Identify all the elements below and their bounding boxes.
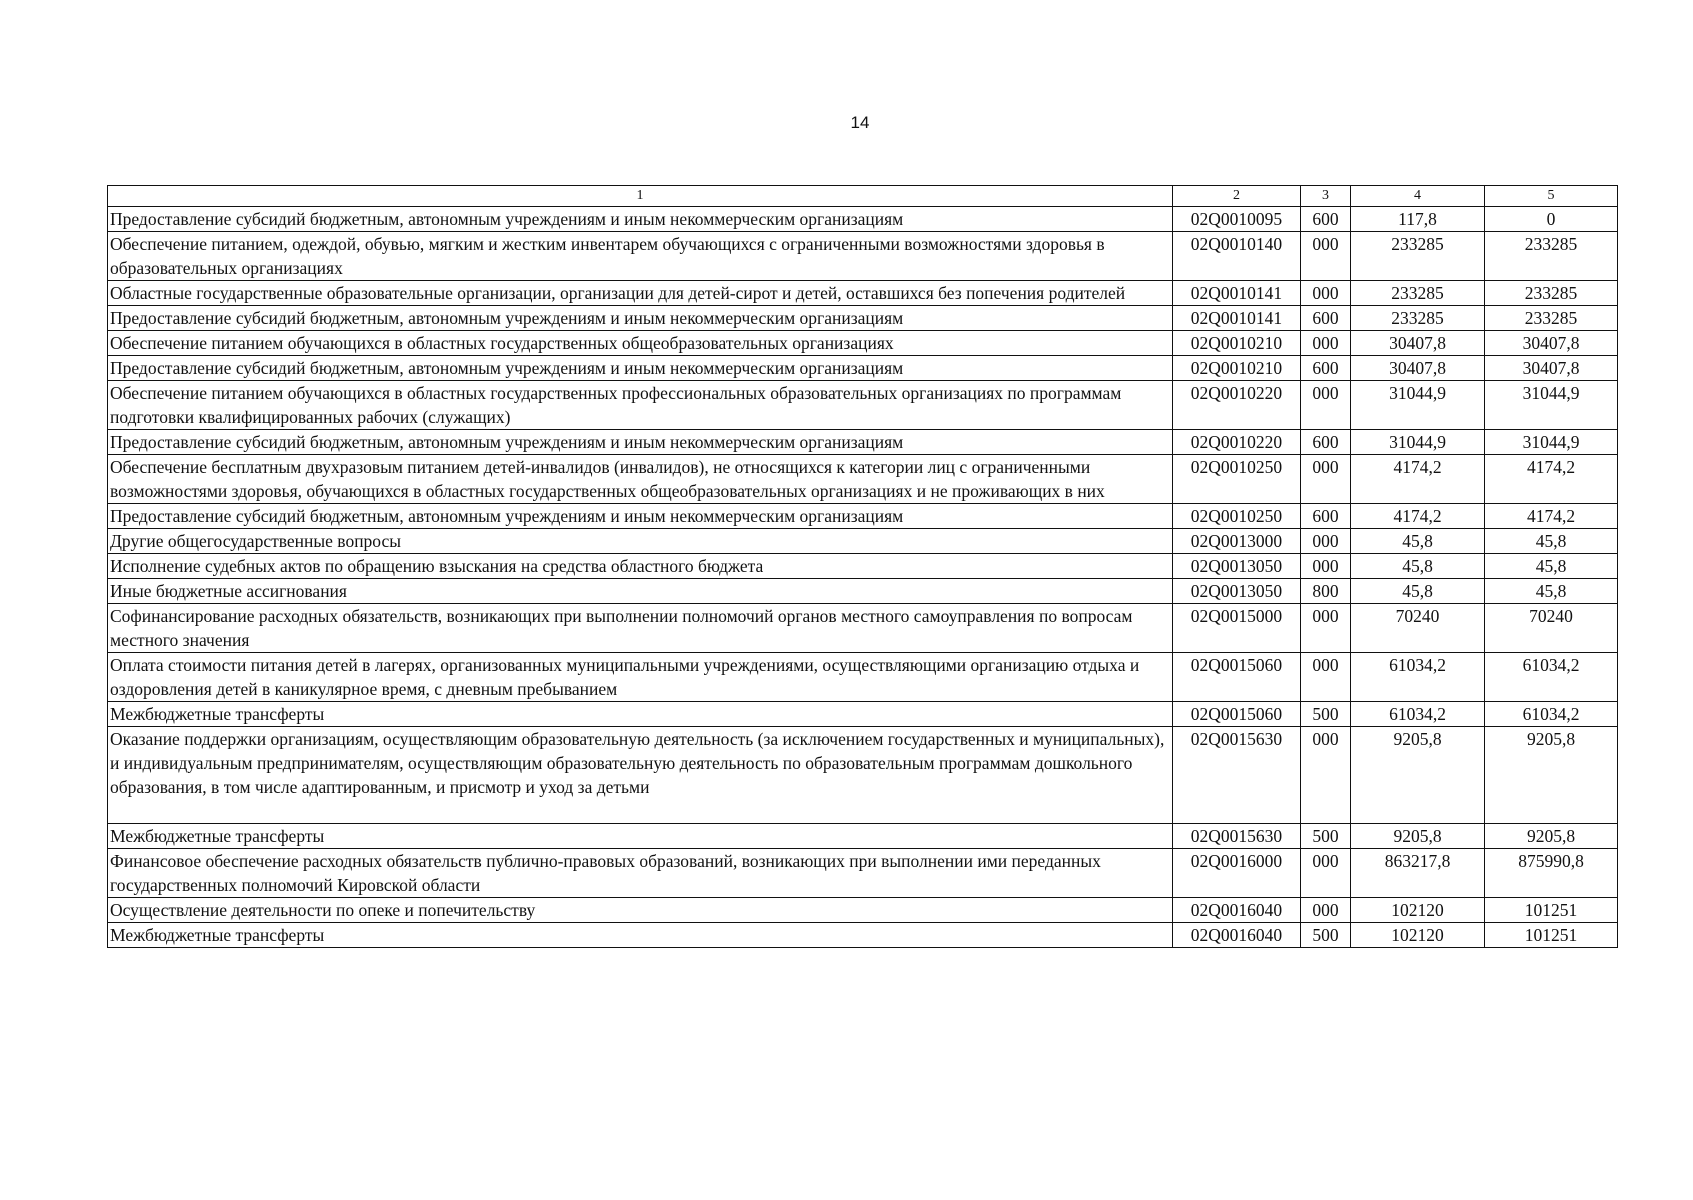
cell-code: 02Q0010141 bbox=[1173, 281, 1301, 306]
cell-name: Областные государственные образовательные организации, организации для детей-сирот и детей, оставшихся без попечения родителей bbox=[108, 281, 1173, 306]
cell-amount-col4: 117,8 bbox=[1351, 207, 1485, 232]
cell-amount-col5: 233285 bbox=[1485, 281, 1618, 306]
table-row bbox=[108, 455, 1618, 504]
cell-amount-col4: 30407,8 bbox=[1351, 356, 1485, 381]
cell-name: Исполнение судебных актов по обращению взыскания на средства областного бюджета bbox=[108, 554, 1173, 579]
cell-code: 02Q0010220 bbox=[1173, 430, 1301, 455]
cell-amount-col4: 9205,8 bbox=[1351, 727, 1485, 824]
cell-expense-type: 600 bbox=[1301, 356, 1351, 381]
cell-amount-col5: 0 bbox=[1485, 207, 1618, 232]
cell-code: 02Q0015630 bbox=[1173, 824, 1301, 849]
cell-name: Осуществление деятельности по опеке и попечительству bbox=[108, 898, 1173, 923]
table-row bbox=[108, 923, 1618, 948]
cell-amount-col5: 45,8 bbox=[1485, 579, 1618, 604]
table-row bbox=[108, 430, 1618, 455]
table-row bbox=[108, 824, 1618, 849]
cell-amount-col4: 45,8 bbox=[1351, 529, 1485, 554]
cell-code: 02Q0015000 bbox=[1173, 604, 1301, 653]
table-header-row bbox=[108, 186, 1618, 207]
table-row bbox=[108, 604, 1618, 653]
column-header-5: 5 bbox=[1485, 186, 1618, 207]
cell-code: 02Q0010220 bbox=[1173, 381, 1301, 430]
cell-amount-col4: 9205,8 bbox=[1351, 824, 1485, 849]
page-number: 14 bbox=[850, 113, 870, 132]
cell-expense-type: 000 bbox=[1301, 604, 1351, 653]
cell-name: Предоставление субсидий бюджетным, автономным учреждениям и иным некоммерческим организациям bbox=[108, 207, 1173, 232]
cell-name: Финансовое обеспечение расходных обязательств публично-правовых образований, возникающих при выполнении ими переданных государственных полномочий Кировской области bbox=[108, 849, 1173, 898]
table-row bbox=[108, 331, 1618, 356]
cell-amount-col5: 875990,8 bbox=[1485, 849, 1618, 898]
cell-name: Предоставление субсидий бюджетным, автономным учреждениям и иным некоммерческим организациям bbox=[108, 430, 1173, 455]
table-row bbox=[108, 281, 1618, 306]
cell-amount-col5: 101251 bbox=[1485, 898, 1618, 923]
cell-expense-type: 500 bbox=[1301, 702, 1351, 727]
cell-name: Обеспечение питанием обучающихся в областных государственных общеобразовательных организациях bbox=[108, 331, 1173, 356]
cell-name: Межбюджетные трансферты bbox=[108, 824, 1173, 849]
table-row bbox=[108, 381, 1618, 430]
table-row bbox=[108, 232, 1618, 281]
table-row bbox=[108, 504, 1618, 529]
cell-amount-col4: 102120 bbox=[1351, 923, 1485, 948]
cell-amount-col5: 61034,2 bbox=[1485, 653, 1618, 702]
cell-expense-type: 000 bbox=[1301, 849, 1351, 898]
cell-name: Оказание поддержки организациям, осуществляющим образовательную деятельность (за исключением государственных и муниципальных), и индивидуальным предпринимателям, осуществляющим образовательную деятельность по образовательным программам дошкольного образования, в том числе адаптированным, и присмотр и уход за детьми bbox=[108, 727, 1173, 824]
cell-code: 02Q0010210 bbox=[1173, 356, 1301, 381]
cell-name: Обеспечение бесплатным двухразовым питанием детей-инвалидов (инвалидов), не относящихся к категории лиц с ограниченными возможностями здоровья, обучающихся в областных государственных общеобразовательных организациях и не проживающих в них bbox=[108, 455, 1173, 504]
column-header-3: 3 bbox=[1301, 186, 1351, 207]
cell-amount-col4: 45,8 bbox=[1351, 579, 1485, 604]
column-header-2: 2 bbox=[1173, 186, 1301, 207]
cell-amount-col4: 863217,8 bbox=[1351, 849, 1485, 898]
cell-code: 02Q0013000 bbox=[1173, 529, 1301, 554]
cell-expense-type: 600 bbox=[1301, 207, 1351, 232]
cell-name: Оплата стоимости питания детей в лагерях, организованных муниципальными учреждениями, осуществляющими организацию отдыха и оздоровления детей в каникулярное время, с дневным пребыванием bbox=[108, 653, 1173, 702]
cell-expense-type: 000 bbox=[1301, 381, 1351, 430]
cell-expense-type: 800 bbox=[1301, 579, 1351, 604]
cell-amount-col4: 4174,2 bbox=[1351, 504, 1485, 529]
table-row bbox=[108, 554, 1618, 579]
cell-amount-col4: 61034,2 bbox=[1351, 702, 1485, 727]
cell-code: 02Q0010095 bbox=[1173, 207, 1301, 232]
cell-name: Софинансирование расходных обязательств, возникающих при выполнении полномочий органов местного самоуправления по вопросам местного значения bbox=[108, 604, 1173, 653]
table-row bbox=[108, 579, 1618, 604]
table-row bbox=[108, 529, 1618, 554]
column-header-4: 4 bbox=[1351, 186, 1485, 207]
cell-amount-col5: 30407,8 bbox=[1485, 356, 1618, 381]
cell-expense-type: 000 bbox=[1301, 653, 1351, 702]
cell-amount-col4: 31044,9 bbox=[1351, 430, 1485, 455]
cell-amount-col4: 102120 bbox=[1351, 898, 1485, 923]
cell-code: 02Q0010250 bbox=[1173, 504, 1301, 529]
cell-code: 02Q0015060 bbox=[1173, 653, 1301, 702]
cell-expense-type: 500 bbox=[1301, 923, 1351, 948]
budget-table bbox=[107, 185, 1618, 948]
cell-code: 02Q0013050 bbox=[1173, 579, 1301, 604]
cell-expense-type: 600 bbox=[1301, 306, 1351, 331]
table-row bbox=[108, 306, 1618, 331]
cell-expense-type: 000 bbox=[1301, 898, 1351, 923]
cell-amount-col4: 233285 bbox=[1351, 232, 1485, 281]
cell-code: 02Q0015630 bbox=[1173, 727, 1301, 824]
table-row bbox=[108, 207, 1618, 232]
table-row bbox=[108, 653, 1618, 702]
table-row bbox=[108, 727, 1618, 824]
cell-amount-col4: 31044,9 bbox=[1351, 381, 1485, 430]
cell-name: Обеспечение питанием, одеждой, обувью, мягким и жестким инвентарем обучающихся с ограниченными возможностями здоровья в образовательных организациях bbox=[108, 232, 1173, 281]
cell-amount-col5: 233285 bbox=[1485, 232, 1618, 281]
cell-code: 02Q0010210 bbox=[1173, 331, 1301, 356]
cell-amount-col5: 30407,8 bbox=[1485, 331, 1618, 356]
cell-amount-col5: 45,8 bbox=[1485, 529, 1618, 554]
cell-code: 02Q0016000 bbox=[1173, 849, 1301, 898]
cell-amount-col5: 45,8 bbox=[1485, 554, 1618, 579]
cell-name: Другие общегосударственные вопросы bbox=[108, 529, 1173, 554]
cell-amount-col4: 4174,2 bbox=[1351, 455, 1485, 504]
cell-amount-col4: 233285 bbox=[1351, 281, 1485, 306]
cell-expense-type: 000 bbox=[1301, 455, 1351, 504]
cell-amount-col4: 61034,2 bbox=[1351, 653, 1485, 702]
cell-expense-type: 000 bbox=[1301, 232, 1351, 281]
cell-expense-type: 000 bbox=[1301, 529, 1351, 554]
cell-name: Предоставление субсидий бюджетным, автономным учреждениям и иным некоммерческим организациям bbox=[108, 356, 1173, 381]
cell-name: Предоставление субсидий бюджетным, автономным учреждениям и иным некоммерческим организациям bbox=[108, 504, 1173, 529]
table-row bbox=[108, 356, 1618, 381]
cell-code: 02Q0016040 bbox=[1173, 923, 1301, 948]
cell-amount-col5: 9205,8 bbox=[1485, 824, 1618, 849]
cell-expense-type: 600 bbox=[1301, 504, 1351, 529]
cell-expense-type: 000 bbox=[1301, 281, 1351, 306]
cell-name: Обеспечение питанием обучающихся в областных государственных профессиональных образовательных организациях по программам подготовки квалифицированных рабочих (служащих) bbox=[108, 381, 1173, 430]
cell-amount-col5: 31044,9 bbox=[1485, 430, 1618, 455]
cell-code: 02Q0016040 bbox=[1173, 898, 1301, 923]
cell-expense-type: 500 bbox=[1301, 824, 1351, 849]
cell-amount-col4: 233285 bbox=[1351, 306, 1485, 331]
cell-expense-type: 000 bbox=[1301, 727, 1351, 824]
cell-name: Предоставление субсидий бюджетным, автономным учреждениям и иным некоммерческим организациям bbox=[108, 306, 1173, 331]
cell-amount-col5: 4174,2 bbox=[1485, 455, 1618, 504]
cell-name: Межбюджетные трансферты bbox=[108, 702, 1173, 727]
cell-amount-col4: 30407,8 bbox=[1351, 331, 1485, 356]
cell-amount-col5: 70240 bbox=[1485, 604, 1618, 653]
column-header-1: 1 bbox=[108, 186, 1173, 207]
table-row bbox=[108, 898, 1618, 923]
cell-amount-col4: 70240 bbox=[1351, 604, 1485, 653]
cell-expense-type: 000 bbox=[1301, 554, 1351, 579]
cell-amount-col5: 101251 bbox=[1485, 923, 1618, 948]
table-row bbox=[108, 849, 1618, 898]
table-row bbox=[108, 702, 1618, 727]
cell-amount-col5: 233285 bbox=[1485, 306, 1618, 331]
cell-expense-type: 000 bbox=[1301, 331, 1351, 356]
cell-name: Межбюджетные трансферты bbox=[108, 923, 1173, 948]
cell-code: 02Q0010140 bbox=[1173, 232, 1301, 281]
cell-code: 02Q0010141 bbox=[1173, 306, 1301, 331]
cell-expense-type: 600 bbox=[1301, 430, 1351, 455]
cell-amount-col4: 45,8 bbox=[1351, 554, 1485, 579]
cell-amount-col5: 9205,8 bbox=[1485, 727, 1618, 824]
cell-code: 02Q0015060 bbox=[1173, 702, 1301, 727]
cell-code: 02Q0013050 bbox=[1173, 554, 1301, 579]
cell-amount-col5: 31044,9 bbox=[1485, 381, 1618, 430]
cell-amount-col5: 61034,2 bbox=[1485, 702, 1618, 727]
cell-amount-col5: 4174,2 bbox=[1485, 504, 1618, 529]
cell-name: Иные бюджетные ассигнования bbox=[108, 579, 1173, 604]
cell-code: 02Q0010250 bbox=[1173, 455, 1301, 504]
